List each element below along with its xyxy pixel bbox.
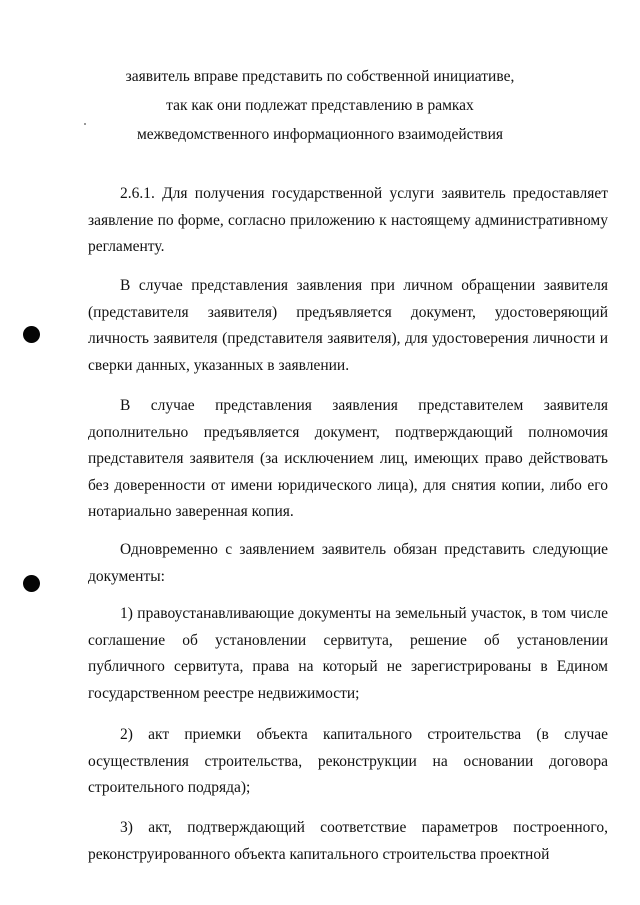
paragraph-required-documents: Одновременно с заявлением заявитель обязан представить следующие документы:	[88, 541, 608, 585]
binder-hole-mark	[23, 575, 40, 592]
list-item-2: 2) акт приемки объекта капитального строительства (в случае осуществления строительства, реконструкции на основании договора строительного подряда);	[88, 726, 608, 796]
paragraph-personal-appeal: В случае представления заявления при личном обращении заявителя (представителя заявителя) предъявляется документ, удостоверяющий личность заявителя (представителя заявителя), для удостоверения личности и сверки данных, указанных в заявлении.	[88, 277, 608, 374]
paragraph-representative: В случае представления заявления представителем заявителя дополнительно предъявляется документ, подтверждающий полномочия представителя заявителя (за исключением лиц, имеющих право действовать без доверенности от имени юридического лица), для снятия копии, либо его нотариально заверенная копия.	[88, 397, 608, 520]
list-item-3: 3) акт, подтверждающий соответствие параметров построенного, реконструированного объекта капитального строительства проектной	[88, 819, 608, 863]
section-heading	[0, 62, 640, 149]
binder-hole-mark	[23, 326, 40, 343]
list-item-1: 1) правоустанавливающие документы на земельный участок, в том числе соглашение об установлении сервитута, решение об установлении публичного сервитута, права на который не зарегистрированы в Едином государственном реестре недвижимости;	[88, 605, 608, 702]
scan-speck	[84, 123, 86, 125]
paragraph-2-6-1: 2.6.1. Для получения государственной услуги заявитель предоставляет заявление по форме, согласно приложению к настоящему административному регламенту.	[88, 185, 608, 255]
heading-line-1: заявитель вправе представить по собственной инициативе,	[125, 68, 515, 85]
heading-line-2: так как они подлежат представлению в рамках	[166, 97, 474, 114]
heading-line-3: межведомственного информационного взаимодействия	[136, 126, 504, 143]
